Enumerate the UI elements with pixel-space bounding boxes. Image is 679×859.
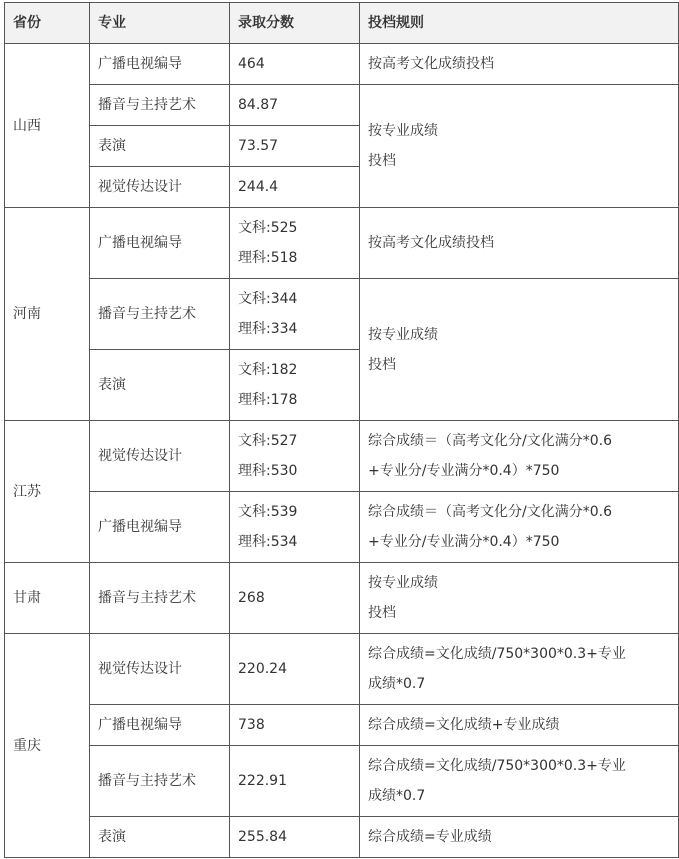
score-line: 理科:334 bbox=[238, 321, 298, 337]
table-row bbox=[5, 279, 679, 350]
header-province: 省份 bbox=[5, 3, 90, 44]
rule-line: 投档 bbox=[368, 356, 396, 373]
major-cell: 表演 bbox=[90, 817, 230, 858]
score-cell bbox=[230, 634, 360, 705]
rule-line: 投档 bbox=[368, 153, 396, 169]
score-cell bbox=[230, 705, 360, 746]
score-line: 文科:344 bbox=[238, 291, 298, 307]
score-line: 理科:518 bbox=[238, 250, 298, 266]
rule-line: 综合成绩=专业成绩 bbox=[368, 829, 492, 845]
rule-line: 投档 bbox=[368, 605, 396, 621]
table-row bbox=[5, 705, 679, 746]
major-cell: 广播电视编导 bbox=[90, 44, 230, 85]
rule-line: +专业分/专业满分*0.4）*750 bbox=[368, 463, 560, 479]
score-cell bbox=[230, 817, 360, 858]
rule-cell bbox=[360, 492, 679, 563]
header-score: 录取分数 bbox=[230, 3, 360, 44]
score-line: 文科:539 bbox=[238, 504, 298, 520]
rule-line: +专业分/专业满分*0.4）*750 bbox=[368, 534, 560, 550]
table-row bbox=[5, 208, 679, 279]
major-cell: 视觉传达设计 bbox=[90, 421, 230, 492]
header-row bbox=[5, 3, 679, 44]
rule-line: 综合成绩=文化成绩/750*300*0.3+专业 bbox=[368, 646, 626, 662]
header-major: 专业 bbox=[90, 3, 230, 44]
rule-line: 综合成绩=文化成绩/750*300*0.3+专业 bbox=[368, 758, 626, 774]
score-line: 文科:527 bbox=[238, 433, 298, 449]
rule-cell bbox=[360, 85, 679, 208]
admission-score-table bbox=[4, 2, 679, 858]
province-cell: 重庆 bbox=[5, 634, 90, 858]
score-cell bbox=[230, 208, 360, 279]
rule-cell bbox=[360, 421, 679, 492]
score-line: 220.24 bbox=[238, 661, 287, 677]
major-cell: 广播电视编导 bbox=[90, 705, 230, 746]
score-line: 222.91 bbox=[238, 773, 287, 789]
table-row bbox=[5, 421, 679, 492]
rule-cell bbox=[360, 563, 679, 634]
major-cell: 表演 bbox=[90, 126, 230, 167]
score-cell bbox=[230, 563, 360, 634]
province-cell: 河南 bbox=[5, 208, 90, 421]
major-cell: 播音与主持艺术 bbox=[90, 746, 230, 817]
province-cell: 江苏 bbox=[5, 421, 90, 563]
rule-cell bbox=[360, 817, 679, 858]
table-row bbox=[5, 634, 679, 705]
score-line: 理科:534 bbox=[238, 534, 298, 550]
rule-cell bbox=[360, 634, 679, 705]
score-line: 理科:178 bbox=[238, 392, 298, 408]
rule-line: 成绩*0.7 bbox=[368, 676, 426, 692]
rule-line: 综合成绩＝（高考文化分/文化满分*0.6 bbox=[368, 433, 612, 449]
table-row bbox=[5, 746, 679, 817]
score-cell bbox=[230, 350, 360, 421]
score-cell bbox=[230, 126, 360, 167]
score-line: 文科:525 bbox=[238, 220, 298, 236]
rule-cell bbox=[360, 279, 679, 421]
score-cell bbox=[230, 279, 360, 350]
score-line: 244.4 bbox=[238, 179, 279, 195]
rule-line: 按高考文化成绩投档 bbox=[368, 56, 494, 72]
rule-line: 综合成绩=文化成绩+专业成绩 bbox=[368, 717, 560, 733]
rule-line: 按高考文化成绩投档 bbox=[368, 235, 494, 251]
province-cell: 甘肃 bbox=[5, 563, 90, 634]
rule-cell bbox=[360, 746, 679, 817]
table-row bbox=[5, 817, 679, 858]
rule-line: 按专业成绩 bbox=[368, 326, 438, 343]
table-row bbox=[5, 563, 679, 634]
rule-cell bbox=[360, 44, 679, 85]
score-line: 文科:182 bbox=[238, 362, 298, 378]
table-row bbox=[5, 85, 679, 126]
major-cell: 视觉传达设计 bbox=[90, 167, 230, 208]
header-rule: 投档规则 bbox=[360, 3, 679, 44]
rule-line: 成绩*0.7 bbox=[368, 788, 426, 804]
major-cell: 视觉传达设计 bbox=[90, 634, 230, 705]
rule-line: 按专业成绩 bbox=[368, 575, 438, 591]
score-line: 464 bbox=[238, 56, 265, 72]
score-line: 268 bbox=[238, 590, 265, 606]
rule-cell bbox=[360, 208, 679, 279]
score-line: 255.84 bbox=[238, 829, 287, 845]
score-cell bbox=[230, 85, 360, 126]
score-line: 73.57 bbox=[238, 138, 279, 154]
province-cell: 山西 bbox=[5, 44, 90, 208]
rule-line: 综合成绩＝（高考文化分/文化满分*0.6 bbox=[368, 504, 612, 520]
rule-line: 按专业成绩 bbox=[368, 123, 438, 139]
score-cell bbox=[230, 167, 360, 208]
score-cell bbox=[230, 746, 360, 817]
table-row bbox=[5, 492, 679, 563]
table-row bbox=[5, 44, 679, 85]
score-line: 理科:530 bbox=[238, 463, 298, 479]
major-cell: 播音与主持艺术 bbox=[90, 85, 230, 126]
major-cell: 广播电视编导 bbox=[90, 208, 230, 279]
score-cell bbox=[230, 44, 360, 85]
major-cell: 表演 bbox=[90, 350, 230, 421]
score-cell bbox=[230, 421, 360, 492]
major-cell: 播音与主持艺术 bbox=[90, 563, 230, 634]
score-line: 738 bbox=[238, 717, 265, 733]
major-cell: 播音与主持艺术 bbox=[90, 279, 230, 350]
score-cell bbox=[230, 492, 360, 563]
rule-cell bbox=[360, 705, 679, 746]
score-line: 84.87 bbox=[238, 97, 279, 113]
major-cell: 广播电视编导 bbox=[90, 492, 230, 563]
